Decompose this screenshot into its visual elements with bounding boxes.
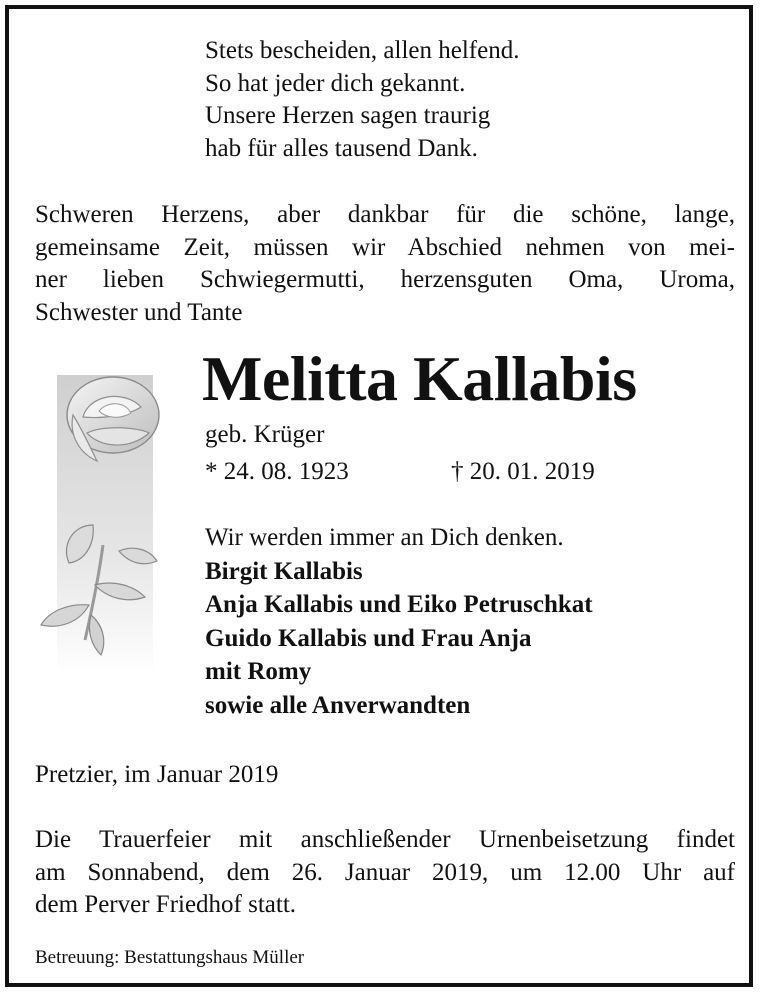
family-member: Anja Kallabis und Eiko Petruschkat: [205, 591, 593, 618]
family-member: sowie alle Anverwandten: [205, 691, 471, 719]
family-member: Birgit Kallabis: [205, 557, 363, 585]
intro-line: Schweren Herzens, aber dankbar für die schöne, lange,: [35, 201, 735, 228]
funeral-home: Betreuung: Bestattungshaus Müller: [35, 947, 305, 968]
intro-line: ner lieben Schwiegermutti, herzensguten Oma, Uroma,: [35, 266, 735, 293]
remembrance-line: Wir werden immer an Dich denken.: [205, 524, 564, 551]
poem-line: Unsere Herzen sagen traurig: [205, 102, 491, 129]
service-line: Die Trauerfeier mit anschließender Urnenbeisetzung findet: [35, 826, 735, 853]
maiden-name: geb. Krüger: [205, 421, 325, 448]
family-member: Guido Kallabis und Frau Anja: [205, 624, 532, 652]
intro-line: Schwester und Tante: [35, 298, 243, 326]
deceased-name: Melitta Kallabis: [202, 343, 637, 414]
poem-line: Stets bescheiden, allen helfend.: [205, 37, 520, 64]
poem-line: hab für alles tausend Dank.: [205, 134, 478, 162]
intro-line: gemeinsame Zeit, müssen wir Abschied nehmen von mei-: [35, 233, 735, 261]
family-block: [205, 521, 593, 722]
service-line: dem Perver Friedhof statt.: [35, 891, 297, 918]
birth-date: * 24. 08. 1923: [205, 458, 349, 485]
poem-line: So hat jeder dich gekannt.: [205, 69, 466, 97]
poem: [205, 35, 519, 165]
service-info: [35, 824, 735, 922]
rose-icon: [33, 375, 173, 675]
intro-text: [35, 199, 735, 329]
death-date: † 20. 01. 2019: [451, 458, 595, 485]
family-member: mit Romy: [205, 658, 312, 685]
service-line: am Sonnabend, dem 26. Januar 2019, um 12.00 Uhr auf: [35, 858, 735, 886]
obituary-card: [5, 5, 753, 987]
place-date: Pretzier, im Januar 2019: [35, 761, 279, 788]
